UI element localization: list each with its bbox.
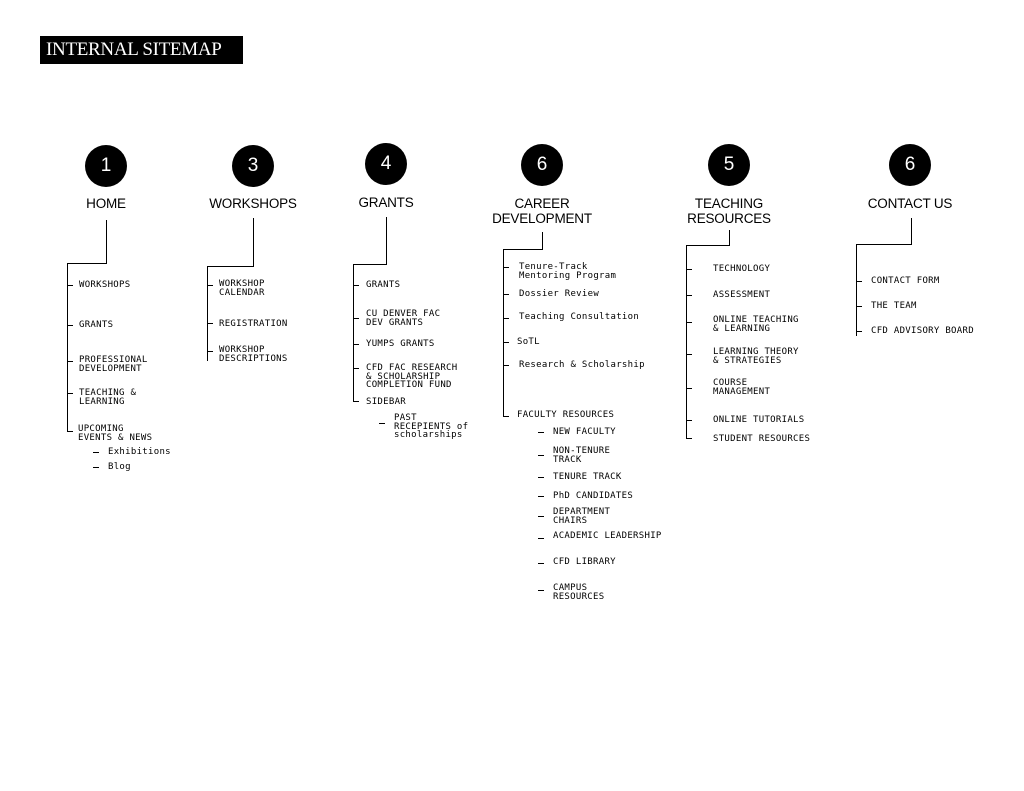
branch-dash [353, 318, 359, 319]
connector-line [542, 232, 543, 250]
section-heading-teaching-resources: TEACHING RESOURCES [687, 196, 771, 226]
branch-dash [503, 365, 509, 366]
connector-line [856, 244, 857, 336]
sitemap-item-the-team: THE TEAM [871, 301, 917, 311]
sitemap-item-teaching-consultation: Teaching Consultation [519, 312, 640, 322]
branch-dash [503, 294, 509, 295]
connector-line [67, 263, 68, 432]
branch-dash [207, 323, 213, 324]
sitemap-item-cfd-fac-research-fund: CFD FAC RESEARCH & SCHOLARSHIP COMPLETION FUND [366, 363, 458, 390]
branch-dash [538, 538, 544, 539]
branch-dash [538, 563, 544, 564]
sitemap-item-workshop-descriptions: WORKSHOP DESCRIPTIONS [219, 345, 288, 364]
branch-dash [353, 401, 359, 402]
sitemap-item-online-teaching-learning: ONLINE TEACHING & LEARNING [713, 315, 799, 334]
branch-dash [503, 342, 509, 343]
sitemap-item-cfd-advisory-board: CFD ADVISORY BOARD [871, 326, 974, 336]
branch-dash [67, 325, 73, 326]
branch-dash [67, 361, 73, 362]
sitemap-item-workshops: WORKSHOPS [79, 280, 131, 290]
section-number-grants: 4 [365, 143, 407, 185]
page-title: INTERNAL SITEMAP [40, 36, 243, 64]
sitemap-item-workshop-calendar: WORKSHOP CALENDAR [219, 279, 265, 298]
sitemap-item-technology: TECHNOLOGY [713, 264, 771, 274]
sitemap-subitem-cfd-library: CFD LIBRARY [553, 557, 616, 567]
connector-line [686, 245, 687, 439]
section-heading-workshops: WORKSHOPS [209, 196, 297, 211]
branch-dash [686, 269, 692, 270]
connector-line [503, 249, 504, 417]
branch-dash [67, 431, 73, 432]
branch-dash [686, 354, 692, 355]
branch-dash [686, 388, 692, 389]
sitemap-item-research-scholarship: Research & Scholarship [519, 360, 645, 370]
sitemap-subitem-academic-leadership: ACADEMIC LEADERSHIP [553, 531, 662, 541]
sitemap-subitem-exhibitions: Exhibitions [108, 447, 171, 457]
connector-line [911, 218, 912, 245]
section-heading-grants: GRANTS [358, 195, 414, 210]
branch-dash [856, 331, 862, 332]
sitemap-item-learning-theory: LEARNING THEORY & STRATEGIES [713, 347, 799, 366]
sitemap-item-student-resources: STUDENT RESOURCES [713, 434, 811, 444]
connector-line [207, 266, 254, 267]
branch-dash [353, 285, 359, 286]
branch-dash [207, 351, 213, 352]
branch-dash [686, 438, 692, 439]
connector-line [253, 218, 254, 267]
connector-line [106, 220, 107, 264]
sitemap-item-teaching-learning: TEACHING & LEARNING [79, 388, 137, 407]
section-number-home: 1 [85, 145, 127, 187]
sitemap-item-yumps-grants: YUMPS GRANTS [366, 339, 435, 349]
sitemap-item-tenure-track-mentoring: Tenure-Track Mentoring Program [519, 262, 617, 281]
sitemap-item-dossier-review: Dossier Review [519, 289, 600, 299]
connector-line [353, 264, 387, 265]
sitemap-subitem-new-faculty: NEW FACULTY [553, 427, 616, 437]
sitemap-subitem-phd-candidates: PhD CANDIDATES [553, 491, 634, 501]
sitemap-item-professional-development: PROFESSIONAL DEVELOPMENT [79, 355, 148, 374]
connector-line [503, 249, 543, 250]
connector-line [67, 263, 107, 264]
sitemap-subitem-department-chairs: DEPARTMENT CHAIRS [553, 507, 611, 526]
branch-dash [538, 477, 544, 478]
connector-line [729, 230, 730, 246]
sitemap-item-upcoming-events: UPCOMING EVENTS & NEWS [78, 424, 153, 443]
branch-dash [856, 281, 862, 282]
sitemap-item-sotl: SoTL [517, 337, 540, 347]
section-heading-contact-us: CONTACT US [867, 196, 953, 211]
sitemap-item-grants: GRANTS [79, 320, 114, 330]
sitemap-item-faculty-resources: FACULTY RESOURCES [517, 410, 615, 420]
branch-dash [67, 285, 73, 286]
section-number-teaching-resources: 5 [708, 144, 750, 186]
connector-line [686, 245, 730, 246]
sitemap-item-grants: GRANTS [366, 280, 401, 290]
branch-dash [538, 496, 544, 497]
connector-line [207, 266, 208, 361]
branch-dash [379, 423, 385, 424]
branch-dash [856, 306, 862, 307]
branch-dash [503, 416, 509, 417]
branch-dash [503, 267, 509, 268]
branch-dash [538, 590, 544, 591]
branch-dash [686, 420, 692, 421]
sitemap-item-assessment: ASSESSMENT [713, 290, 771, 300]
connector-line [856, 244, 912, 245]
branch-dash [503, 318, 509, 319]
sitemap-subitem-past-recipients: PAST RECEPIENTS of scholarships [394, 413, 469, 440]
branch-dash [538, 455, 544, 456]
section-heading-career-development: CAREER DEVELOPMENT [492, 196, 592, 226]
sitemap-item-cu-denver-fac-dev-grants: CU DENVER FAC DEV GRANTS [366, 309, 441, 328]
section-number-contact-us: 6 [889, 144, 931, 186]
branch-dash [353, 344, 359, 345]
branch-dash [67, 393, 73, 394]
branch-dash [353, 368, 359, 369]
sitemap-item-course-management: COURSE MANAGEMENT [713, 378, 771, 397]
branch-dash [686, 322, 692, 323]
branch-dash [93, 467, 99, 468]
sitemap-item-online-tutorials: ONLINE TUTORIALS [713, 415, 805, 425]
sitemap-subitem-tenure-track: TENURE TRACK [553, 472, 622, 482]
section-heading-home: HOME [86, 196, 126, 211]
sitemap-item-registration: REGISTRATION [219, 319, 288, 329]
sitemap-subitem-blog: Blog [108, 462, 131, 472]
section-number-workshops: 3 [232, 145, 274, 187]
branch-dash [207, 285, 213, 286]
sitemap-item-contact-form: CONTACT FORM [871, 276, 940, 286]
section-number-career-development: 6 [521, 144, 563, 186]
branch-dash [686, 295, 692, 296]
connector-line [386, 217, 387, 265]
sitemap-subitem-non-tenure-track: NON-TENURE TRACK [553, 446, 611, 465]
branch-dash [538, 516, 544, 517]
branch-dash [538, 432, 544, 433]
sitemap-item-sidebar: SIDEBAR [366, 397, 407, 407]
branch-dash [93, 452, 99, 453]
sitemap-subitem-campus-resources: CAMPUS RESOURCES [553, 583, 605, 602]
